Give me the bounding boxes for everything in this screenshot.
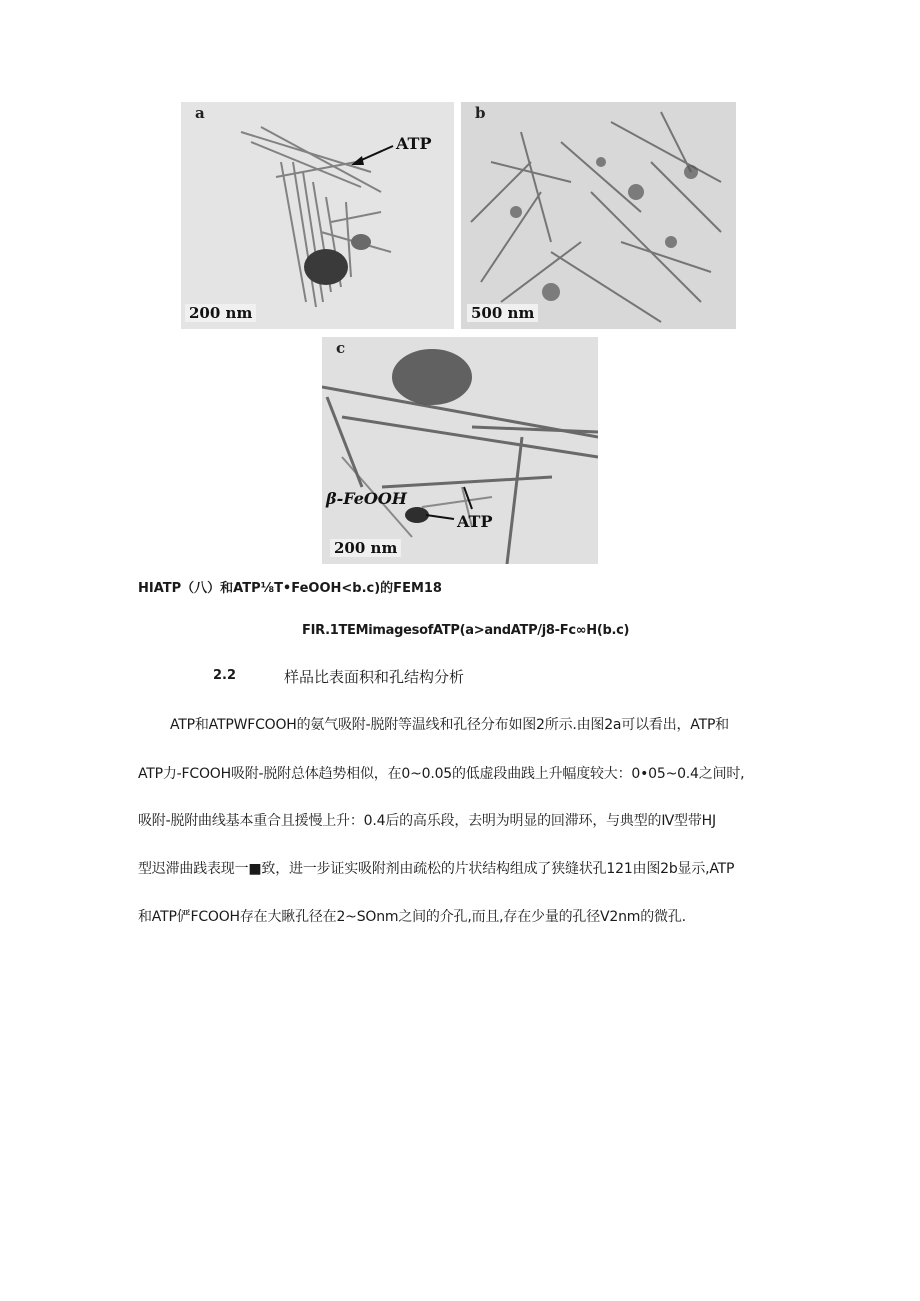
annotation-atp-a: ATP bbox=[396, 134, 432, 153]
annotation-atp-c: ATP bbox=[457, 512, 493, 531]
scale-bar-c: 200 nm bbox=[330, 539, 401, 557]
figure-caption-english: FIR.1TEMimagesofATP(a>andATP/j8-Fc∞H(b.c) bbox=[302, 623, 630, 638]
scale-bar-b: 500 nm bbox=[467, 304, 538, 322]
section-number: 2.2 bbox=[213, 668, 237, 683]
tem-image-panel-c bbox=[322, 337, 598, 564]
paragraph-line: ATP和ATPWFCOOH的氨气吸附-脱附等温线和孔径分布如图2所示.由图2a可以看出，ATP和 bbox=[170, 717, 729, 733]
tem-micrograph-b bbox=[461, 102, 736, 329]
figure-caption-chinese: HIATP（八）和ATP⅛T•FeOOH<b.c)的FEM18 bbox=[138, 581, 442, 596]
panel-label-a: a bbox=[195, 104, 205, 122]
paragraph-line: 吸附-脱附曲线基本重合且援慢上升：0.4后的高乐段，去明为明显的回滞环，与典型的Ⅳ型带HJ bbox=[138, 813, 716, 829]
section-title: 样品比表面积和孔结构分析 bbox=[284, 668, 465, 686]
paragraph-line: 型迟滞曲践表现一■致，进一步证实吸附剂由疏松的片状结构组成了狭缝状孔121由图2b显示,ATP bbox=[138, 861, 735, 877]
scale-bar-a: 200 nm bbox=[185, 304, 256, 322]
tem-image-panel-b bbox=[461, 102, 736, 329]
paragraph-line: ATP力-FCOOH吸附-脱附总体趋势相似，在0~0.05的低虚段曲践上升幅度较大：0•05~0.4之间时, bbox=[138, 766, 745, 782]
tem-image-panel-a bbox=[181, 102, 454, 329]
panel-label-b: b bbox=[475, 104, 486, 122]
paragraph-line: 和ATP俨FCOOH存在大瞅孔径在2~SOnm之间的介孔,而且,存在少量的孔径V2nm的微孔. bbox=[138, 909, 686, 925]
panel-label-c: c bbox=[336, 339, 346, 357]
annotation-beta-feooh: β-FeOOH bbox=[326, 489, 407, 508]
